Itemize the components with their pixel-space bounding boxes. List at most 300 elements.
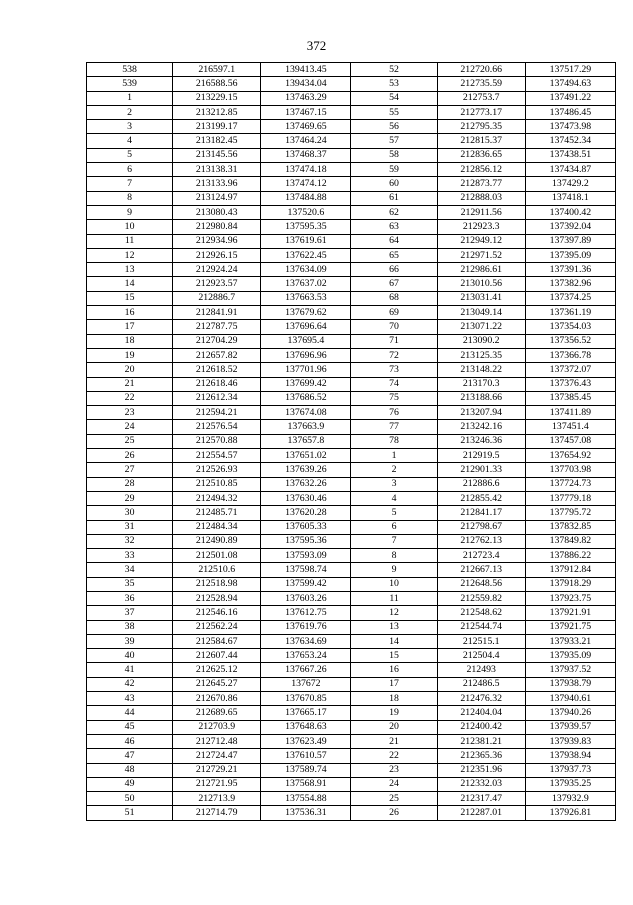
- point-number-cell: 539: [87, 77, 173, 91]
- y-coordinate-cell: 137598.74: [261, 563, 351, 577]
- table-row: [87, 577, 616, 591]
- y-coordinate-cell: 137653.24: [261, 649, 351, 663]
- y-coordinate-cell: 137400.42: [525, 205, 615, 219]
- point-number-cell: 23: [351, 763, 437, 777]
- table-row: [87, 191, 616, 205]
- y-coordinate-cell: 137610.57: [261, 749, 351, 763]
- y-coordinate-cell: 137672: [261, 677, 351, 691]
- x-coordinate-cell: 213031.41: [437, 291, 525, 305]
- y-coordinate-cell: 137619.61: [261, 234, 351, 248]
- y-coordinate-cell: 137491.22: [525, 91, 615, 105]
- y-coordinate-cell: 137356.52: [525, 334, 615, 348]
- point-number-cell: 60: [351, 177, 437, 191]
- x-coordinate-cell: 213212.85: [173, 105, 261, 119]
- point-number-cell: 18: [87, 334, 173, 348]
- y-coordinate-cell: 137686.52: [261, 391, 351, 405]
- point-number-cell: 78: [351, 434, 437, 448]
- table-row: [87, 720, 616, 734]
- point-number-cell: 69: [351, 306, 437, 320]
- point-number-cell: 61: [351, 191, 437, 205]
- x-coordinate-cell: 212886.7: [173, 291, 261, 305]
- x-coordinate-cell: 213199.17: [173, 120, 261, 134]
- x-coordinate-cell: 212625.12: [173, 663, 261, 677]
- x-coordinate-cell: 212548.62: [437, 606, 525, 620]
- point-number-cell: 14: [87, 277, 173, 291]
- y-coordinate-cell: 137397.89: [525, 234, 615, 248]
- y-coordinate-cell: 137391.36: [525, 263, 615, 277]
- y-coordinate-cell: 137937.73: [525, 763, 615, 777]
- point-number-cell: 47: [87, 749, 173, 763]
- point-number-cell: 23: [87, 406, 173, 420]
- y-coordinate-cell: 137434.87: [525, 163, 615, 177]
- x-coordinate-cell: 216588.56: [173, 77, 261, 91]
- y-coordinate-cell: 137457.08: [525, 434, 615, 448]
- point-number-cell: 16: [351, 663, 437, 677]
- table-row: [87, 277, 616, 291]
- point-number-cell: 56: [351, 120, 437, 134]
- y-coordinate-cell: 137696.64: [261, 320, 351, 334]
- x-coordinate-cell: 213229.15: [173, 91, 261, 105]
- y-coordinate-cell: 137886.22: [525, 549, 615, 563]
- x-coordinate-cell: 212317.47: [437, 792, 525, 806]
- y-coordinate-cell: 137918.29: [525, 577, 615, 591]
- point-number-cell: 34: [87, 563, 173, 577]
- point-number-cell: 11: [87, 234, 173, 248]
- y-coordinate-cell: 137849.82: [525, 534, 615, 548]
- point-number-cell: 57: [351, 134, 437, 148]
- x-coordinate-cell: 212886.6: [437, 477, 525, 491]
- table-row: [87, 105, 616, 119]
- y-coordinate-cell: 137665.17: [261, 706, 351, 720]
- x-coordinate-cell: 212714.79: [173, 806, 261, 820]
- y-coordinate-cell: 137654.92: [525, 449, 615, 463]
- point-number-cell: 19: [351, 706, 437, 720]
- y-coordinate-cell: 137935.09: [525, 649, 615, 663]
- x-coordinate-cell: 213049.14: [437, 306, 525, 320]
- point-number-cell: 12: [87, 248, 173, 262]
- y-coordinate-cell: 137832.85: [525, 520, 615, 534]
- point-number-cell: 9: [351, 563, 437, 577]
- x-coordinate-cell: 212855.42: [437, 491, 525, 505]
- x-coordinate-cell: 213148.22: [437, 363, 525, 377]
- coordinates-table-body: [87, 63, 616, 821]
- table-row: [87, 634, 616, 648]
- point-number-cell: 8: [351, 549, 437, 563]
- point-number-cell: 63: [351, 220, 437, 234]
- x-coordinate-cell: 212980.84: [173, 220, 261, 234]
- table-row: [87, 663, 616, 677]
- table-row: [87, 477, 616, 491]
- x-coordinate-cell: 212559.82: [437, 591, 525, 605]
- point-number-cell: 42: [87, 677, 173, 691]
- x-coordinate-cell: 212888.03: [437, 191, 525, 205]
- x-coordinate-cell: 212971.52: [437, 248, 525, 262]
- point-number-cell: 7: [87, 177, 173, 191]
- x-coordinate-cell: 213242.16: [437, 420, 525, 434]
- table-row: [87, 134, 616, 148]
- point-number-cell: 4: [351, 491, 437, 505]
- table-row: [87, 234, 616, 248]
- x-coordinate-cell: 212787.75: [173, 320, 261, 334]
- point-number-cell: 29: [87, 491, 173, 505]
- point-number-cell: 51: [87, 806, 173, 820]
- y-coordinate-cell: 137724.73: [525, 477, 615, 491]
- point-number-cell: 65: [351, 248, 437, 262]
- point-number-cell: 19: [87, 348, 173, 362]
- point-number-cell: 59: [351, 163, 437, 177]
- y-coordinate-cell: 137382.96: [525, 277, 615, 291]
- table-row: [87, 749, 616, 763]
- x-coordinate-cell: 213080.43: [173, 205, 261, 219]
- x-coordinate-cell: 213207.94: [437, 406, 525, 420]
- point-number-cell: 48: [87, 763, 173, 777]
- y-coordinate-cell: 137520.6: [261, 205, 351, 219]
- point-number-cell: 6: [351, 520, 437, 534]
- table-row: [87, 534, 616, 548]
- point-number-cell: 1: [351, 449, 437, 463]
- x-coordinate-cell: 213145.56: [173, 148, 261, 162]
- y-coordinate-cell: 137648.63: [261, 720, 351, 734]
- point-number-cell: 49: [87, 777, 173, 791]
- point-number-cell: 27: [87, 463, 173, 477]
- y-coordinate-cell: 137374.25: [525, 291, 615, 305]
- y-coordinate-cell: 137940.26: [525, 706, 615, 720]
- x-coordinate-cell: 212657.82: [173, 348, 261, 362]
- table-row: [87, 320, 616, 334]
- point-number-cell: 20: [351, 720, 437, 734]
- point-number-cell: 35: [87, 577, 173, 591]
- x-coordinate-cell: 212703.9: [173, 720, 261, 734]
- point-number-cell: 12: [351, 606, 437, 620]
- y-coordinate-cell: 137630.46: [261, 491, 351, 505]
- y-coordinate-cell: 137361.19: [525, 306, 615, 320]
- table-row: [87, 148, 616, 162]
- point-number-cell: 9: [87, 205, 173, 219]
- x-coordinate-cell: 212841.17: [437, 506, 525, 520]
- y-coordinate-cell: 137779.18: [525, 491, 615, 505]
- y-coordinate-cell: 137674.08: [261, 406, 351, 420]
- x-coordinate-cell: 212404.04: [437, 706, 525, 720]
- y-coordinate-cell: 137595.35: [261, 220, 351, 234]
- y-coordinate-cell: 137933.21: [525, 634, 615, 648]
- x-coordinate-cell: 212576.54: [173, 420, 261, 434]
- table-row: [87, 563, 616, 577]
- y-coordinate-cell: 137452.34: [525, 134, 615, 148]
- y-coordinate-cell: 137595.36: [261, 534, 351, 548]
- x-coordinate-cell: 212901.33: [437, 463, 525, 477]
- table-row: [87, 506, 616, 520]
- point-number-cell: 75: [351, 391, 437, 405]
- x-coordinate-cell: 212721.95: [173, 777, 261, 791]
- y-coordinate-cell: 137366.78: [525, 348, 615, 362]
- point-number-cell: 40: [87, 649, 173, 663]
- table-row: [87, 620, 616, 634]
- x-coordinate-cell: 212795.35: [437, 120, 525, 134]
- y-coordinate-cell: 137385.45: [525, 391, 615, 405]
- table-row: [87, 734, 616, 748]
- y-coordinate-cell: 137932.9: [525, 792, 615, 806]
- y-coordinate-cell: 137622.45: [261, 248, 351, 262]
- point-number-cell: 39: [87, 634, 173, 648]
- table-row: [87, 77, 616, 91]
- x-coordinate-cell: 212798.67: [437, 520, 525, 534]
- y-coordinate-cell: 137701.96: [261, 363, 351, 377]
- table-row: [87, 406, 616, 420]
- y-coordinate-cell: 137593.09: [261, 549, 351, 563]
- x-coordinate-cell: 213170.3: [437, 377, 525, 391]
- y-coordinate-cell: 137657.8: [261, 434, 351, 448]
- point-number-cell: 28: [87, 477, 173, 491]
- y-coordinate-cell: 137467.15: [261, 105, 351, 119]
- point-number-cell: 5: [87, 148, 173, 162]
- x-coordinate-cell: 212526.93: [173, 463, 261, 477]
- y-coordinate-cell: 137939.57: [525, 720, 615, 734]
- y-coordinate-cell: 137438.51: [525, 148, 615, 162]
- x-coordinate-cell: 213124.97: [173, 191, 261, 205]
- y-coordinate-cell: 137429.2: [525, 177, 615, 191]
- point-number-cell: 8: [87, 191, 173, 205]
- y-coordinate-cell: 137926.81: [525, 806, 615, 820]
- y-coordinate-cell: 137469.65: [261, 120, 351, 134]
- table-row: [87, 706, 616, 720]
- x-coordinate-cell: 213125.35: [437, 348, 525, 362]
- point-number-cell: 17: [351, 677, 437, 691]
- y-coordinate-cell: 137612.75: [261, 606, 351, 620]
- x-coordinate-cell: 212648.56: [437, 577, 525, 591]
- x-coordinate-cell: 212607.44: [173, 649, 261, 663]
- point-number-cell: 538: [87, 63, 173, 77]
- x-coordinate-cell: 212510.85: [173, 477, 261, 491]
- point-number-cell: 66: [351, 263, 437, 277]
- x-coordinate-cell: 216597.1: [173, 63, 261, 77]
- x-coordinate-cell: 212911.56: [437, 205, 525, 219]
- y-coordinate-cell: 137468.37: [261, 148, 351, 162]
- table-row: [87, 63, 616, 77]
- x-coordinate-cell: 212510.6: [173, 563, 261, 577]
- table-row: [87, 363, 616, 377]
- point-number-cell: 25: [87, 434, 173, 448]
- x-coordinate-cell: 212618.46: [173, 377, 261, 391]
- y-coordinate-cell: 137921.91: [525, 606, 615, 620]
- point-number-cell: 30: [87, 506, 173, 520]
- x-coordinate-cell: 212841.91: [173, 306, 261, 320]
- y-coordinate-cell: 137940.61: [525, 692, 615, 706]
- x-coordinate-cell: 213071.22: [437, 320, 525, 334]
- point-number-cell: 4: [87, 134, 173, 148]
- point-number-cell: 7: [351, 534, 437, 548]
- point-number-cell: 32: [87, 534, 173, 548]
- x-coordinate-cell: 212493: [437, 663, 525, 677]
- y-coordinate-cell: 137667.26: [261, 663, 351, 677]
- y-coordinate-cell: 137605.33: [261, 520, 351, 534]
- x-coordinate-cell: 212753.7: [437, 91, 525, 105]
- x-coordinate-cell: 212713.9: [173, 792, 261, 806]
- table-row: [87, 449, 616, 463]
- point-number-cell: 24: [87, 420, 173, 434]
- table-row: [87, 177, 616, 191]
- point-number-cell: 50: [87, 792, 173, 806]
- page-number: 372: [306, 38, 327, 53]
- x-coordinate-cell: 212594.21: [173, 406, 261, 420]
- point-number-cell: 26: [87, 449, 173, 463]
- table-row: [87, 463, 616, 477]
- table-row: [87, 263, 616, 277]
- point-number-cell: 52: [351, 63, 437, 77]
- point-number-cell: 70: [351, 320, 437, 334]
- y-coordinate-cell: 137651.02: [261, 449, 351, 463]
- x-coordinate-cell: 212501.08: [173, 549, 261, 563]
- table-row: [87, 391, 616, 405]
- point-number-cell: 46: [87, 734, 173, 748]
- table-row: [87, 806, 616, 820]
- y-coordinate-cell: 137679.62: [261, 306, 351, 320]
- point-number-cell: 6: [87, 163, 173, 177]
- x-coordinate-cell: 212518.98: [173, 577, 261, 591]
- y-coordinate-cell: 137486.45: [525, 105, 615, 119]
- y-coordinate-cell: 137937.52: [525, 663, 615, 677]
- x-coordinate-cell: 212934.96: [173, 234, 261, 248]
- table-row: [87, 520, 616, 534]
- y-coordinate-cell: 137464.24: [261, 134, 351, 148]
- table-row: [87, 763, 616, 777]
- y-coordinate-cell: 139413.45: [261, 63, 351, 77]
- table-row: [87, 491, 616, 505]
- x-coordinate-cell: 212924.24: [173, 263, 261, 277]
- x-coordinate-cell: 212667.13: [437, 563, 525, 577]
- point-number-cell: 2: [351, 463, 437, 477]
- point-number-cell: 13: [351, 620, 437, 634]
- x-coordinate-cell: 212570.88: [173, 434, 261, 448]
- y-coordinate-cell: 137634.09: [261, 263, 351, 277]
- point-number-cell: 15: [87, 291, 173, 305]
- y-coordinate-cell: 137912.84: [525, 563, 615, 577]
- point-number-cell: 67: [351, 277, 437, 291]
- y-coordinate-cell: 137536.31: [261, 806, 351, 820]
- point-number-cell: 38: [87, 620, 173, 634]
- x-coordinate-cell: 212815.37: [437, 134, 525, 148]
- point-number-cell: 3: [351, 477, 437, 491]
- y-coordinate-cell: 137939.83: [525, 734, 615, 748]
- point-number-cell: 43: [87, 692, 173, 706]
- y-coordinate-cell: 137568.91: [261, 777, 351, 791]
- point-number-cell: 14: [351, 634, 437, 648]
- y-coordinate-cell: 137670.85: [261, 692, 351, 706]
- x-coordinate-cell: 212926.15: [173, 248, 261, 262]
- point-number-cell: 41: [87, 663, 173, 677]
- x-coordinate-cell: 212554.57: [173, 449, 261, 463]
- table-row: [87, 163, 616, 177]
- x-coordinate-cell: 212986.61: [437, 263, 525, 277]
- x-coordinate-cell: 212923.3: [437, 220, 525, 234]
- table-row: [87, 692, 616, 706]
- point-number-cell: 1: [87, 91, 173, 105]
- y-coordinate-cell: 137599.42: [261, 577, 351, 591]
- table-row: [87, 205, 616, 219]
- x-coordinate-cell: 212618.52: [173, 363, 261, 377]
- x-coordinate-cell: 212485.71: [173, 506, 261, 520]
- x-coordinate-cell: 212735.59: [437, 77, 525, 91]
- y-coordinate-cell: 137703.98: [525, 463, 615, 477]
- point-number-cell: 24: [351, 777, 437, 791]
- point-number-cell: 77: [351, 420, 437, 434]
- y-coordinate-cell: 137637.02: [261, 277, 351, 291]
- point-number-cell: 33: [87, 549, 173, 563]
- point-number-cell: 20: [87, 363, 173, 377]
- x-coordinate-cell: 212381.21: [437, 734, 525, 748]
- x-coordinate-cell: 212836.65: [437, 148, 525, 162]
- y-coordinate-cell: 137699.42: [261, 377, 351, 391]
- x-coordinate-cell: 212504.4: [437, 649, 525, 663]
- x-coordinate-cell: 212720.66: [437, 63, 525, 77]
- x-coordinate-cell: 212528.94: [173, 591, 261, 605]
- x-coordinate-cell: 212645.27: [173, 677, 261, 691]
- table-row: [87, 420, 616, 434]
- x-coordinate-cell: 213010.56: [437, 277, 525, 291]
- x-coordinate-cell: 212612.34: [173, 391, 261, 405]
- point-number-cell: 73: [351, 363, 437, 377]
- point-number-cell: 26: [351, 806, 437, 820]
- y-coordinate-cell: 137663.53: [261, 291, 351, 305]
- x-coordinate-cell: 212712.48: [173, 734, 261, 748]
- y-coordinate-cell: 137354.03: [525, 320, 615, 334]
- point-number-cell: 16: [87, 306, 173, 320]
- y-coordinate-cell: 137376.43: [525, 377, 615, 391]
- point-number-cell: 17: [87, 320, 173, 334]
- y-coordinate-cell: 137935.25: [525, 777, 615, 791]
- y-coordinate-cell: 137474.12: [261, 177, 351, 191]
- y-coordinate-cell: 137589.74: [261, 763, 351, 777]
- point-number-cell: 53: [351, 77, 437, 91]
- y-coordinate-cell: 137463.29: [261, 91, 351, 105]
- table-row: [87, 91, 616, 105]
- x-coordinate-cell: 212494.32: [173, 491, 261, 505]
- y-coordinate-cell: 137474.18: [261, 163, 351, 177]
- y-coordinate-cell: 137663.9: [261, 420, 351, 434]
- x-coordinate-cell: 213182.45: [173, 134, 261, 148]
- x-coordinate-cell: 213090.2: [437, 334, 525, 348]
- y-coordinate-cell: 137619.76: [261, 620, 351, 634]
- y-coordinate-cell: 137923.75: [525, 591, 615, 605]
- point-number-cell: 21: [87, 377, 173, 391]
- table-row: [87, 220, 616, 234]
- point-number-cell: 10: [87, 220, 173, 234]
- x-coordinate-cell: 212923.57: [173, 277, 261, 291]
- y-coordinate-cell: 137603.26: [261, 591, 351, 605]
- x-coordinate-cell: 212873.77: [437, 177, 525, 191]
- table-row: [87, 120, 616, 134]
- x-coordinate-cell: 213138.31: [173, 163, 261, 177]
- x-coordinate-cell: 212584.67: [173, 634, 261, 648]
- y-coordinate-cell: 137623.49: [261, 734, 351, 748]
- point-number-cell: 31: [87, 520, 173, 534]
- point-number-cell: 25: [351, 792, 437, 806]
- point-number-cell: 45: [87, 720, 173, 734]
- y-coordinate-cell: 137451.4: [525, 420, 615, 434]
- y-coordinate-cell: 137473.98: [525, 120, 615, 134]
- table-row: [87, 434, 616, 448]
- x-coordinate-cell: 212704.29: [173, 334, 261, 348]
- y-coordinate-cell: 137620.28: [261, 506, 351, 520]
- x-coordinate-cell: 212762.13: [437, 534, 525, 548]
- table-row: [87, 677, 616, 691]
- table-row: [87, 792, 616, 806]
- point-number-cell: 18: [351, 692, 437, 706]
- x-coordinate-cell: 213188.66: [437, 391, 525, 405]
- x-coordinate-cell: 212724.47: [173, 749, 261, 763]
- x-coordinate-cell: 213133.96: [173, 177, 261, 191]
- table-row: [87, 248, 616, 262]
- x-coordinate-cell: 212484.34: [173, 520, 261, 534]
